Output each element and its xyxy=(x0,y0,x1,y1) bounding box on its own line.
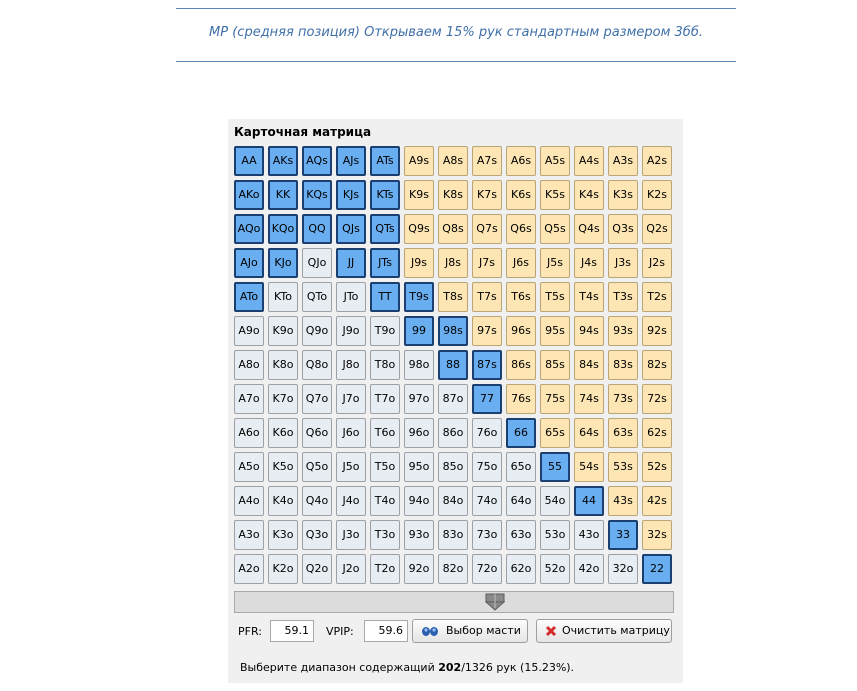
hand-cell-Q4s[interactable]: Q4s xyxy=(574,214,604,244)
hand-cell-K5s[interactable]: K5s xyxy=(540,180,570,210)
hand-cell-AKo[interactable]: AKo xyxy=(234,180,264,210)
hand-cell-A8o[interactable]: A8o xyxy=(234,350,264,380)
hand-cell-K2s[interactable]: K2s xyxy=(642,180,672,210)
hand-cell-83o[interactable]: 83o xyxy=(438,520,468,550)
hand-cell-32s[interactable]: 32s xyxy=(642,520,672,550)
hand-cell-Q3o[interactable]: Q3o xyxy=(302,520,332,550)
hand-matrix-grid xyxy=(234,146,674,574)
hand-cell-J5o[interactable]: J5o xyxy=(336,452,366,482)
hand-cell-J3o[interactable]: J3o xyxy=(336,520,366,550)
hand-cell-T4o[interactable]: T4o xyxy=(370,486,400,516)
hand-cell-QJo[interactable]: QJo xyxy=(302,248,332,278)
hand-cell-K8s[interactable]: K8s xyxy=(438,180,468,210)
hand-cell-AQo[interactable]: AQo xyxy=(234,214,264,244)
hand-cell-53s[interactable]: 53s xyxy=(608,452,638,482)
hand-cell-Q5o[interactable]: Q5o xyxy=(302,452,332,482)
hand-cell-T7o[interactable]: T7o xyxy=(370,384,400,414)
hand-cell-T7s[interactable]: T7s xyxy=(472,282,502,312)
hand-cell-95s[interactable]: 95s xyxy=(540,316,570,346)
hand-cell-QQ[interactable]: QQ xyxy=(302,214,332,244)
hand-cell-75s[interactable]: 75s xyxy=(540,384,570,414)
hand-cell-75o[interactable]: 75o xyxy=(472,452,502,482)
hand-cell-A5s[interactable]: A5s xyxy=(540,146,570,176)
hand-cell-86o[interactable]: 86o xyxy=(438,418,468,448)
hand-cell-A4o[interactable]: A4o xyxy=(234,486,264,516)
hand-cell-Q2s[interactable]: Q2s xyxy=(642,214,672,244)
status-suffix: /1326 рук (15.23%). xyxy=(461,661,575,674)
hand-cell-J4s[interactable]: J4s xyxy=(574,248,604,278)
hand-cell-65o[interactable]: 65o xyxy=(506,452,536,482)
hand-cell-J9o[interactable]: J9o xyxy=(336,316,366,346)
hand-cell-98s[interactable]: 98s xyxy=(438,316,468,346)
hand-cell-K2o[interactable]: K2o xyxy=(268,554,298,584)
hand-cell-52s[interactable]: 52s xyxy=(642,452,672,482)
hand-cell-85o[interactable]: 85o xyxy=(438,452,468,482)
hand-cell-84o[interactable]: 84o xyxy=(438,486,468,516)
hand-cell-82o[interactable]: 82o xyxy=(438,554,468,584)
caption-text: MP (средняя позиция) Открываем 15% рук стандартным размером 3бб. xyxy=(209,25,703,40)
hand-cell-99[interactable]: 99 xyxy=(404,316,434,346)
hand-cell-83s[interactable]: 83s xyxy=(608,350,638,380)
suits-icon xyxy=(421,626,439,637)
card-matrix-panel xyxy=(228,119,683,683)
hand-cell-77[interactable]: 77 xyxy=(472,384,502,414)
hand-cell-92s[interactable]: 92s xyxy=(642,316,672,346)
hand-cell-J5s[interactable]: J5s xyxy=(540,248,570,278)
hand-cell-J7s[interactable]: J7s xyxy=(472,248,502,278)
hand-cell-J7o[interactable]: J7o xyxy=(336,384,366,414)
suit-select-button[interactable] xyxy=(412,619,528,643)
hand-cell-42s[interactable]: 42s xyxy=(642,486,672,516)
hand-cell-A3o[interactable]: A3o xyxy=(234,520,264,550)
hand-cell-73s[interactable]: 73s xyxy=(608,384,638,414)
hand-cell-ATo[interactable]: ATo xyxy=(234,282,264,312)
hand-cell-A9o[interactable]: A9o xyxy=(234,316,264,346)
hand-cell-Q9o[interactable]: Q9o xyxy=(302,316,332,346)
hand-cell-J2s[interactable]: J2s xyxy=(642,248,672,278)
hand-cell-T2o[interactable]: T2o xyxy=(370,554,400,584)
hand-cell-95o[interactable]: 95o xyxy=(404,452,434,482)
hand-cell-KQo[interactable]: KQo xyxy=(268,214,298,244)
hand-cell-76o[interactable]: 76o xyxy=(472,418,502,448)
hand-cell-QJs[interactable]: QJs xyxy=(336,214,366,244)
hand-cell-A7s[interactable]: A7s xyxy=(472,146,502,176)
hand-cell-ATs[interactable]: ATs xyxy=(370,146,400,176)
range-slider[interactable] xyxy=(234,591,674,613)
hand-cell-93s[interactable]: 93s xyxy=(608,316,638,346)
hand-cell-Q4o[interactable]: Q4o xyxy=(302,486,332,516)
hand-cell-K3s[interactable]: K3s xyxy=(608,180,638,210)
hand-cell-KQs[interactable]: KQs xyxy=(302,180,332,210)
hand-cell-AA[interactable]: AA xyxy=(234,146,264,176)
hand-cell-A9s[interactable]: A9s xyxy=(404,146,434,176)
hand-cell-22[interactable]: 22 xyxy=(642,554,672,584)
hand-cell-82s[interactable]: 82s xyxy=(642,350,672,380)
suit-select-label: Выбор масти xyxy=(446,624,521,637)
hand-cell-85s[interactable]: 85s xyxy=(540,350,570,380)
hand-cell-AKs[interactable]: AKs xyxy=(268,146,298,176)
hand-cell-Q9s[interactable]: Q9s xyxy=(404,214,434,244)
clear-matrix-button[interactable] xyxy=(536,619,672,643)
hand-cell-62s[interactable]: 62s xyxy=(642,418,672,448)
hand-cell-J4o[interactable]: J4o xyxy=(336,486,366,516)
hand-cell-A2s[interactable]: A2s xyxy=(642,146,672,176)
hand-cell-K8o[interactable]: K8o xyxy=(268,350,298,380)
hand-cell-K7o[interactable]: K7o xyxy=(268,384,298,414)
hand-cell-32o[interactable]: 32o xyxy=(608,554,638,584)
hand-cell-QTs[interactable]: QTs xyxy=(370,214,400,244)
hand-cell-64o[interactable]: 64o xyxy=(506,486,536,516)
hand-cell-54o[interactable]: 54o xyxy=(540,486,570,516)
slider-handle[interactable] xyxy=(485,593,505,611)
hand-cell-J6o[interactable]: J6o xyxy=(336,418,366,448)
hand-cell-93o[interactable]: 93o xyxy=(404,520,434,550)
hand-cell-K9o[interactable]: K9o xyxy=(268,316,298,346)
hand-cell-K7s[interactable]: K7s xyxy=(472,180,502,210)
hand-cell-K3o[interactable]: K3o xyxy=(268,520,298,550)
vpip-input[interactable]: 59.6 xyxy=(364,620,408,642)
hand-cell-97s[interactable]: 97s xyxy=(472,316,502,346)
hand-cell-A8s[interactable]: A8s xyxy=(438,146,468,176)
hand-cell-T5o[interactable]: T5o xyxy=(370,452,400,482)
hand-cell-Q2o[interactable]: Q2o xyxy=(302,554,332,584)
status-text xyxy=(240,661,574,674)
hand-cell-KJo[interactable]: KJo xyxy=(268,248,298,278)
hand-cell-72s[interactable]: 72s xyxy=(642,384,672,414)
hand-cell-TT[interactable]: TT xyxy=(370,282,400,312)
hand-cell-74o[interactable]: 74o xyxy=(472,486,502,516)
hand-cell-JTo[interactable]: JTo xyxy=(336,282,366,312)
hand-cell-T9s[interactable]: T9s xyxy=(404,282,434,312)
hand-cell-A7o[interactable]: A7o xyxy=(234,384,264,414)
hand-cell-T9o[interactable]: T9o xyxy=(370,316,400,346)
hand-cell-43o[interactable]: 43o xyxy=(574,520,604,550)
hand-cell-84s[interactable]: 84s xyxy=(574,350,604,380)
hand-cell-76s[interactable]: 76s xyxy=(506,384,536,414)
hand-cell-T8o[interactable]: T8o xyxy=(370,350,400,380)
hand-cell-KK[interactable]: KK xyxy=(268,180,298,210)
vpip-label: VPIP: xyxy=(326,625,354,638)
hand-cell-Q7s[interactable]: Q7s xyxy=(472,214,502,244)
hand-cell-J6s[interactable]: J6s xyxy=(506,248,536,278)
hand-cell-87s[interactable]: 87s xyxy=(472,350,502,380)
hand-cell-J8o[interactable]: J8o xyxy=(336,350,366,380)
hand-cell-K6o[interactable]: K6o xyxy=(268,418,298,448)
hand-cell-JTs[interactable]: JTs xyxy=(370,248,400,278)
hand-cell-73o[interactable]: 73o xyxy=(472,520,502,550)
hand-cell-64s[interactable]: 64s xyxy=(574,418,604,448)
hand-cell-A4s[interactable]: A4s xyxy=(574,146,604,176)
hand-cell-Q6s[interactable]: Q6s xyxy=(506,214,536,244)
hand-cell-Q8o[interactable]: Q8o xyxy=(302,350,332,380)
hand-cell-66[interactable]: 66 xyxy=(506,418,536,448)
hand-cell-AQs[interactable]: AQs xyxy=(302,146,332,176)
hand-cell-43s[interactable]: 43s xyxy=(608,486,638,516)
hand-cell-98o[interactable]: 98o xyxy=(404,350,434,380)
hand-cell-54s[interactable]: 54s xyxy=(574,452,604,482)
hand-cell-J2o[interactable]: J2o xyxy=(336,554,366,584)
hand-cell-T2s[interactable]: T2s xyxy=(642,282,672,312)
hand-cell-87o[interactable]: 87o xyxy=(438,384,468,414)
pfr-input[interactable]: 59.1 xyxy=(270,620,314,642)
controls-row xyxy=(234,619,674,645)
hand-cell-T6o[interactable]: T6o xyxy=(370,418,400,448)
hand-cell-Q6o[interactable]: Q6o xyxy=(302,418,332,448)
hand-cell-53o[interactable]: 53o xyxy=(540,520,570,550)
hand-cell-94s[interactable]: 94s xyxy=(574,316,604,346)
hand-cell-Q7o[interactable]: Q7o xyxy=(302,384,332,414)
caption-box xyxy=(176,8,736,62)
hand-cell-J8s[interactable]: J8s xyxy=(438,248,468,278)
hand-cell-52o[interactable]: 52o xyxy=(540,554,570,584)
hand-cell-63o[interactable]: 63o xyxy=(506,520,536,550)
hand-cell-97o[interactable]: 97o xyxy=(404,384,434,414)
hand-cell-KJs[interactable]: KJs xyxy=(336,180,366,210)
hand-cell-62o[interactable]: 62o xyxy=(506,554,536,584)
hand-cell-72o[interactable]: 72o xyxy=(472,554,502,584)
hand-cell-QTo[interactable]: QTo xyxy=(302,282,332,312)
hand-cell-55[interactable]: 55 xyxy=(540,452,570,482)
hand-cell-44[interactable]: 44 xyxy=(574,486,604,516)
hand-cell-A2o[interactable]: A2o xyxy=(234,554,264,584)
hand-cell-92o[interactable]: 92o xyxy=(404,554,434,584)
hand-cell-T5s[interactable]: T5s xyxy=(540,282,570,312)
hand-cell-T8s[interactable]: T8s xyxy=(438,282,468,312)
hand-cell-33[interactable]: 33 xyxy=(608,520,638,550)
hand-cell-Q3s[interactable]: Q3s xyxy=(608,214,638,244)
hand-cell-J9s[interactable]: J9s xyxy=(404,248,434,278)
hand-cell-88[interactable]: 88 xyxy=(438,350,468,380)
hand-cell-T6s[interactable]: T6s xyxy=(506,282,536,312)
hand-cell-AJs[interactable]: AJs xyxy=(336,146,366,176)
panel-title: Карточная матрица xyxy=(234,125,372,139)
hand-cell-KTo[interactable]: KTo xyxy=(268,282,298,312)
hand-cell-J3s[interactable]: J3s xyxy=(608,248,638,278)
hand-cell-T4s[interactable]: T4s xyxy=(574,282,604,312)
hand-cell-K6s[interactable]: K6s xyxy=(506,180,536,210)
hand-cell-K9s[interactable]: K9s xyxy=(404,180,434,210)
hand-cell-A6o[interactable]: A6o xyxy=(234,418,264,448)
hand-cell-74s[interactable]: 74s xyxy=(574,384,604,414)
hand-cell-94o[interactable]: 94o xyxy=(404,486,434,516)
hand-cell-AJo[interactable]: AJo xyxy=(234,248,264,278)
hand-cell-K4o[interactable]: K4o xyxy=(268,486,298,516)
hand-cell-65s[interactable]: 65s xyxy=(540,418,570,448)
hand-cell-T3s[interactable]: T3s xyxy=(608,282,638,312)
clear-matrix-label: Очистить матрицу xyxy=(562,624,670,637)
hand-cell-A6s[interactable]: A6s xyxy=(506,146,536,176)
hand-cell-Q8s[interactable]: Q8s xyxy=(438,214,468,244)
hand-cell-86s[interactable]: 86s xyxy=(506,350,536,380)
hand-cell-K5o[interactable]: K5o xyxy=(268,452,298,482)
hand-cell-Q5s[interactable]: Q5s xyxy=(540,214,570,244)
hand-cell-A3s[interactable]: A3s xyxy=(608,146,638,176)
hand-cell-JJ[interactable]: JJ xyxy=(336,248,366,278)
hand-cell-63s[interactable]: 63s xyxy=(608,418,638,448)
hand-cell-T3o[interactable]: T3o xyxy=(370,520,400,550)
pfr-label: PFR: xyxy=(238,625,262,638)
hand-cell-96s[interactable]: 96s xyxy=(506,316,536,346)
hand-cell-KTs[interactable]: KTs xyxy=(370,180,400,210)
close-icon xyxy=(545,625,557,637)
hand-cell-K4s[interactable]: K4s xyxy=(574,180,604,210)
status-count: 202 xyxy=(438,661,462,674)
status-prefix: Выберите диапазон содержащий xyxy=(240,661,439,674)
hand-cell-A5o[interactable]: A5o xyxy=(234,452,264,482)
hand-cell-42o[interactable]: 42o xyxy=(574,554,604,584)
hand-cell-96o[interactable]: 96o xyxy=(404,418,434,448)
